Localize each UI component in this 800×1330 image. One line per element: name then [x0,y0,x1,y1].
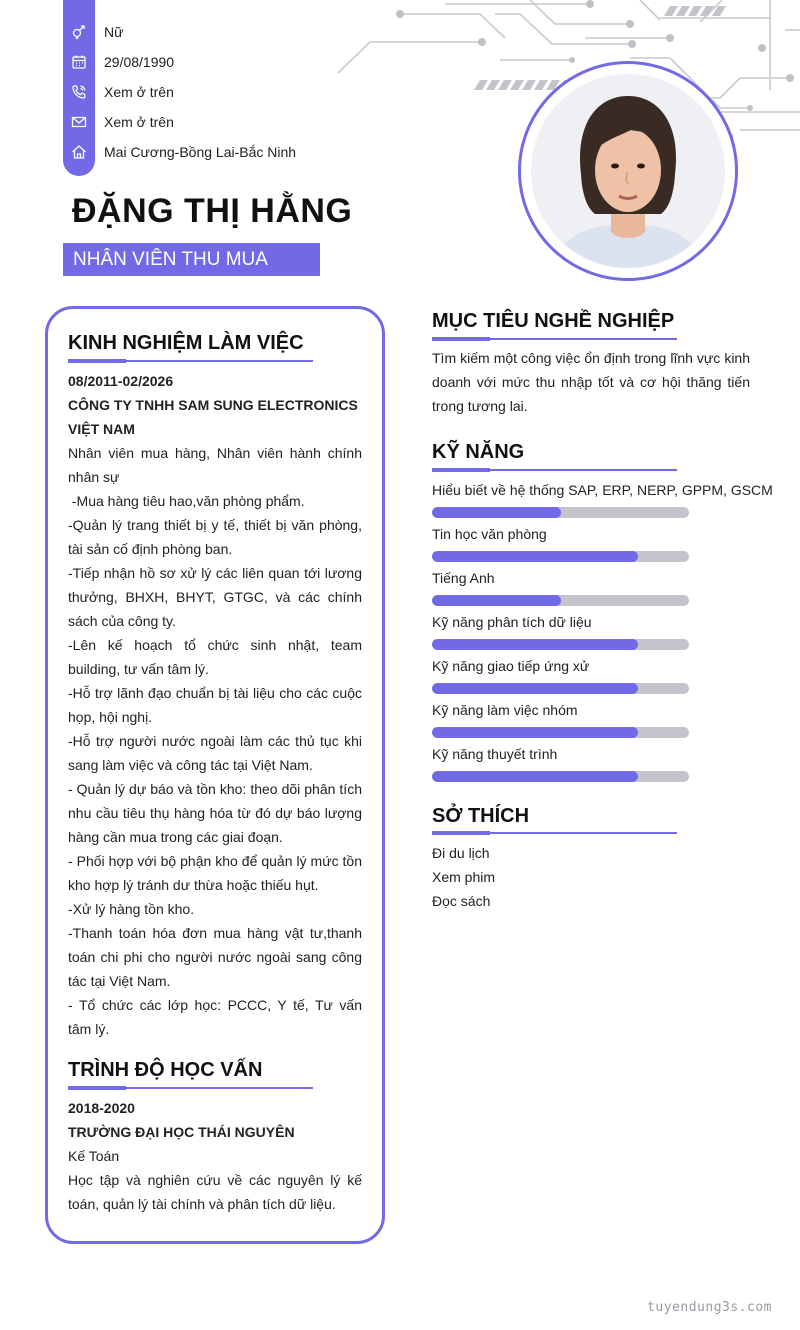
skill-bar [432,507,689,518]
skill-label: Tiếng Anh [432,570,495,586]
skill-bar [432,771,689,782]
duty-item: -Hỗ trợ lãnh đạo chuẩn bị tài liệu cho các cuộc họp, hội nghị. [68,685,362,725]
experience-company: CÔNG TY TNHH SAM SUNG ELECTRONICS VIỆT NAM [68,397,358,437]
skill-bar [432,727,689,738]
education-description: Học tập và nghiên cứu về các nguyên lý kế toán, quản lý tài chính và phân tích dữ liệu. [68,1172,362,1212]
skill-bar [432,551,689,562]
contact-gender [63,17,123,47]
education-underline [68,1087,313,1089]
hobby-item: Đi du lịch [432,845,490,861]
skill-item [432,657,762,694]
gender-icon [63,24,95,40]
skill-bar-fill [432,551,638,562]
skill-bar-fill [432,771,638,782]
duty-item: - Phối hợp với bộ phận kho để quản lý mức tồn kho hợp lý tránh dư thừa hoặc thiếu hụt. [68,853,362,893]
skill-item [432,569,762,606]
skill-item [432,481,773,518]
objective-heading: MỤC TIÊU NGHỀ NGHIỆP [432,310,675,332]
experience-underline [68,360,313,362]
contact-dob [63,47,174,77]
hobby-item: Đọc sách [432,893,491,909]
objective-text: Tìm kiếm một công việc ổn định trong lĩnh vực kinh doanh với mức thu nhập tốt và cơ hội thăng tiến trong tương lai. [432,350,750,414]
duty-item: -Mua hàng tiêu hao,văn phòng phẩm. [68,493,305,509]
home-icon [63,144,95,160]
hobbies-heading: SỞ THÍCH [432,805,530,827]
skill-bar-fill [432,639,638,650]
skill-item [432,701,762,738]
job-title: NHÂN VIÊN THU MUA [63,243,320,276]
address-text: Mai Cương-Bồng Lai-Bắc Ninh [104,144,297,160]
experience-period: 08/2011-02/2026 [68,373,174,389]
contact-phone [63,77,174,107]
contact-address [63,137,296,167]
skill-label: Kỹ năng phân tích dữ liệu [432,614,592,630]
skill-bar [432,683,689,694]
skill-item [432,525,762,562]
skill-label: Kỹ năng làm việc nhóm [432,702,578,718]
candidate-name: ĐẶNG THỊ HẰNG [72,192,353,230]
skills-heading: KỸ NĂNG [432,441,525,463]
avatar [531,74,725,268]
email-icon [63,114,95,130]
skill-item [432,613,762,650]
duty-item: -Quản lý trang thiết bị y tế, thiết bị văn phòng, tài sản cố định phòng ban. [68,517,362,557]
dob-text: 29/08/1990 [104,54,175,70]
calendar-icon [63,54,95,70]
watermark: tuyendung3s.com [647,1300,772,1315]
skill-bar-fill [432,683,638,694]
experience-heading: KINH NGHIỆM LÀM VIỆC [68,332,304,354]
duty-item: -Tiếp nhận hồ sơ xử lý các liên quan tới lương thưởng, BHXH, BHYT, GTGC, và các chính sách của công ty. [68,565,362,629]
hobby-item: Xem phim [432,869,496,885]
objective-section [432,346,750,418]
skill-bar-fill [432,727,638,738]
skill-bar-fill [432,507,561,518]
skill-label: Kỹ năng giao tiếp ứng xử [432,658,590,674]
phone-text: Xem ở trên [104,84,174,100]
education-heading: TRÌNH ĐỘ HỌC VẤN [68,1059,263,1081]
hobbies-underline [432,832,677,834]
skill-label: Tin học văn phòng [432,526,547,542]
skill-bar [432,595,689,606]
duty-item: -Xử lý hàng tồn kho. [68,901,195,917]
phone-icon [63,84,95,100]
email-text: Xem ở trên [104,114,174,130]
objective-underline [432,338,677,340]
education-period: 2018-2020 [68,1100,135,1116]
education-section [68,1096,362,1216]
education-major: Kế Toán [68,1148,120,1164]
education-school: TRƯỜNG ĐẠI HỌC THÁI NGUYÊN [68,1124,295,1140]
duty-item: - Tổ chức các lớp học: PCCC, Y tế, Tư vấn tâm lý. [68,997,362,1037]
skills-underline [432,469,677,471]
duty-item: -Lên kế hoạch tổ chức sinh nhật, team building, tư vấn tâm lý. [68,637,362,677]
skill-bar [432,639,689,650]
contact-email [63,107,174,137]
experience-section [68,369,362,1041]
duty-item: -Thanh toán hóa đơn mua hàng vật tư,thanh toán chi phi cho người nước ngoài sang công tác tại Việt Nam. [68,925,362,989]
gender-text: Nữ [104,24,124,40]
experience-position: Nhân viên mua hàng, Nhân viên hành chính nhân sự [68,445,362,485]
skill-label: Hiểu biết về hệ thống SAP, ERP, NERP, GPPM, GSCM [432,482,773,498]
duty-item: - Quản lý dự báo và tồn kho: theo dõi phân tích nhu cầu tiêu thụ hàng hóa từ đó dự báo lượng hàng cần mua trong các giai đoạn. [68,781,362,845]
hobbies-section [432,841,750,913]
duty-item: -Hỗ trợ người nước ngoài làm các thủ tục khi sang làm việc và công tác tại Việt Nam. [68,733,362,773]
skill-bar-fill [432,595,561,606]
skill-item [432,745,762,782]
skill-label: Kỹ năng thuyết trình [432,746,558,762]
